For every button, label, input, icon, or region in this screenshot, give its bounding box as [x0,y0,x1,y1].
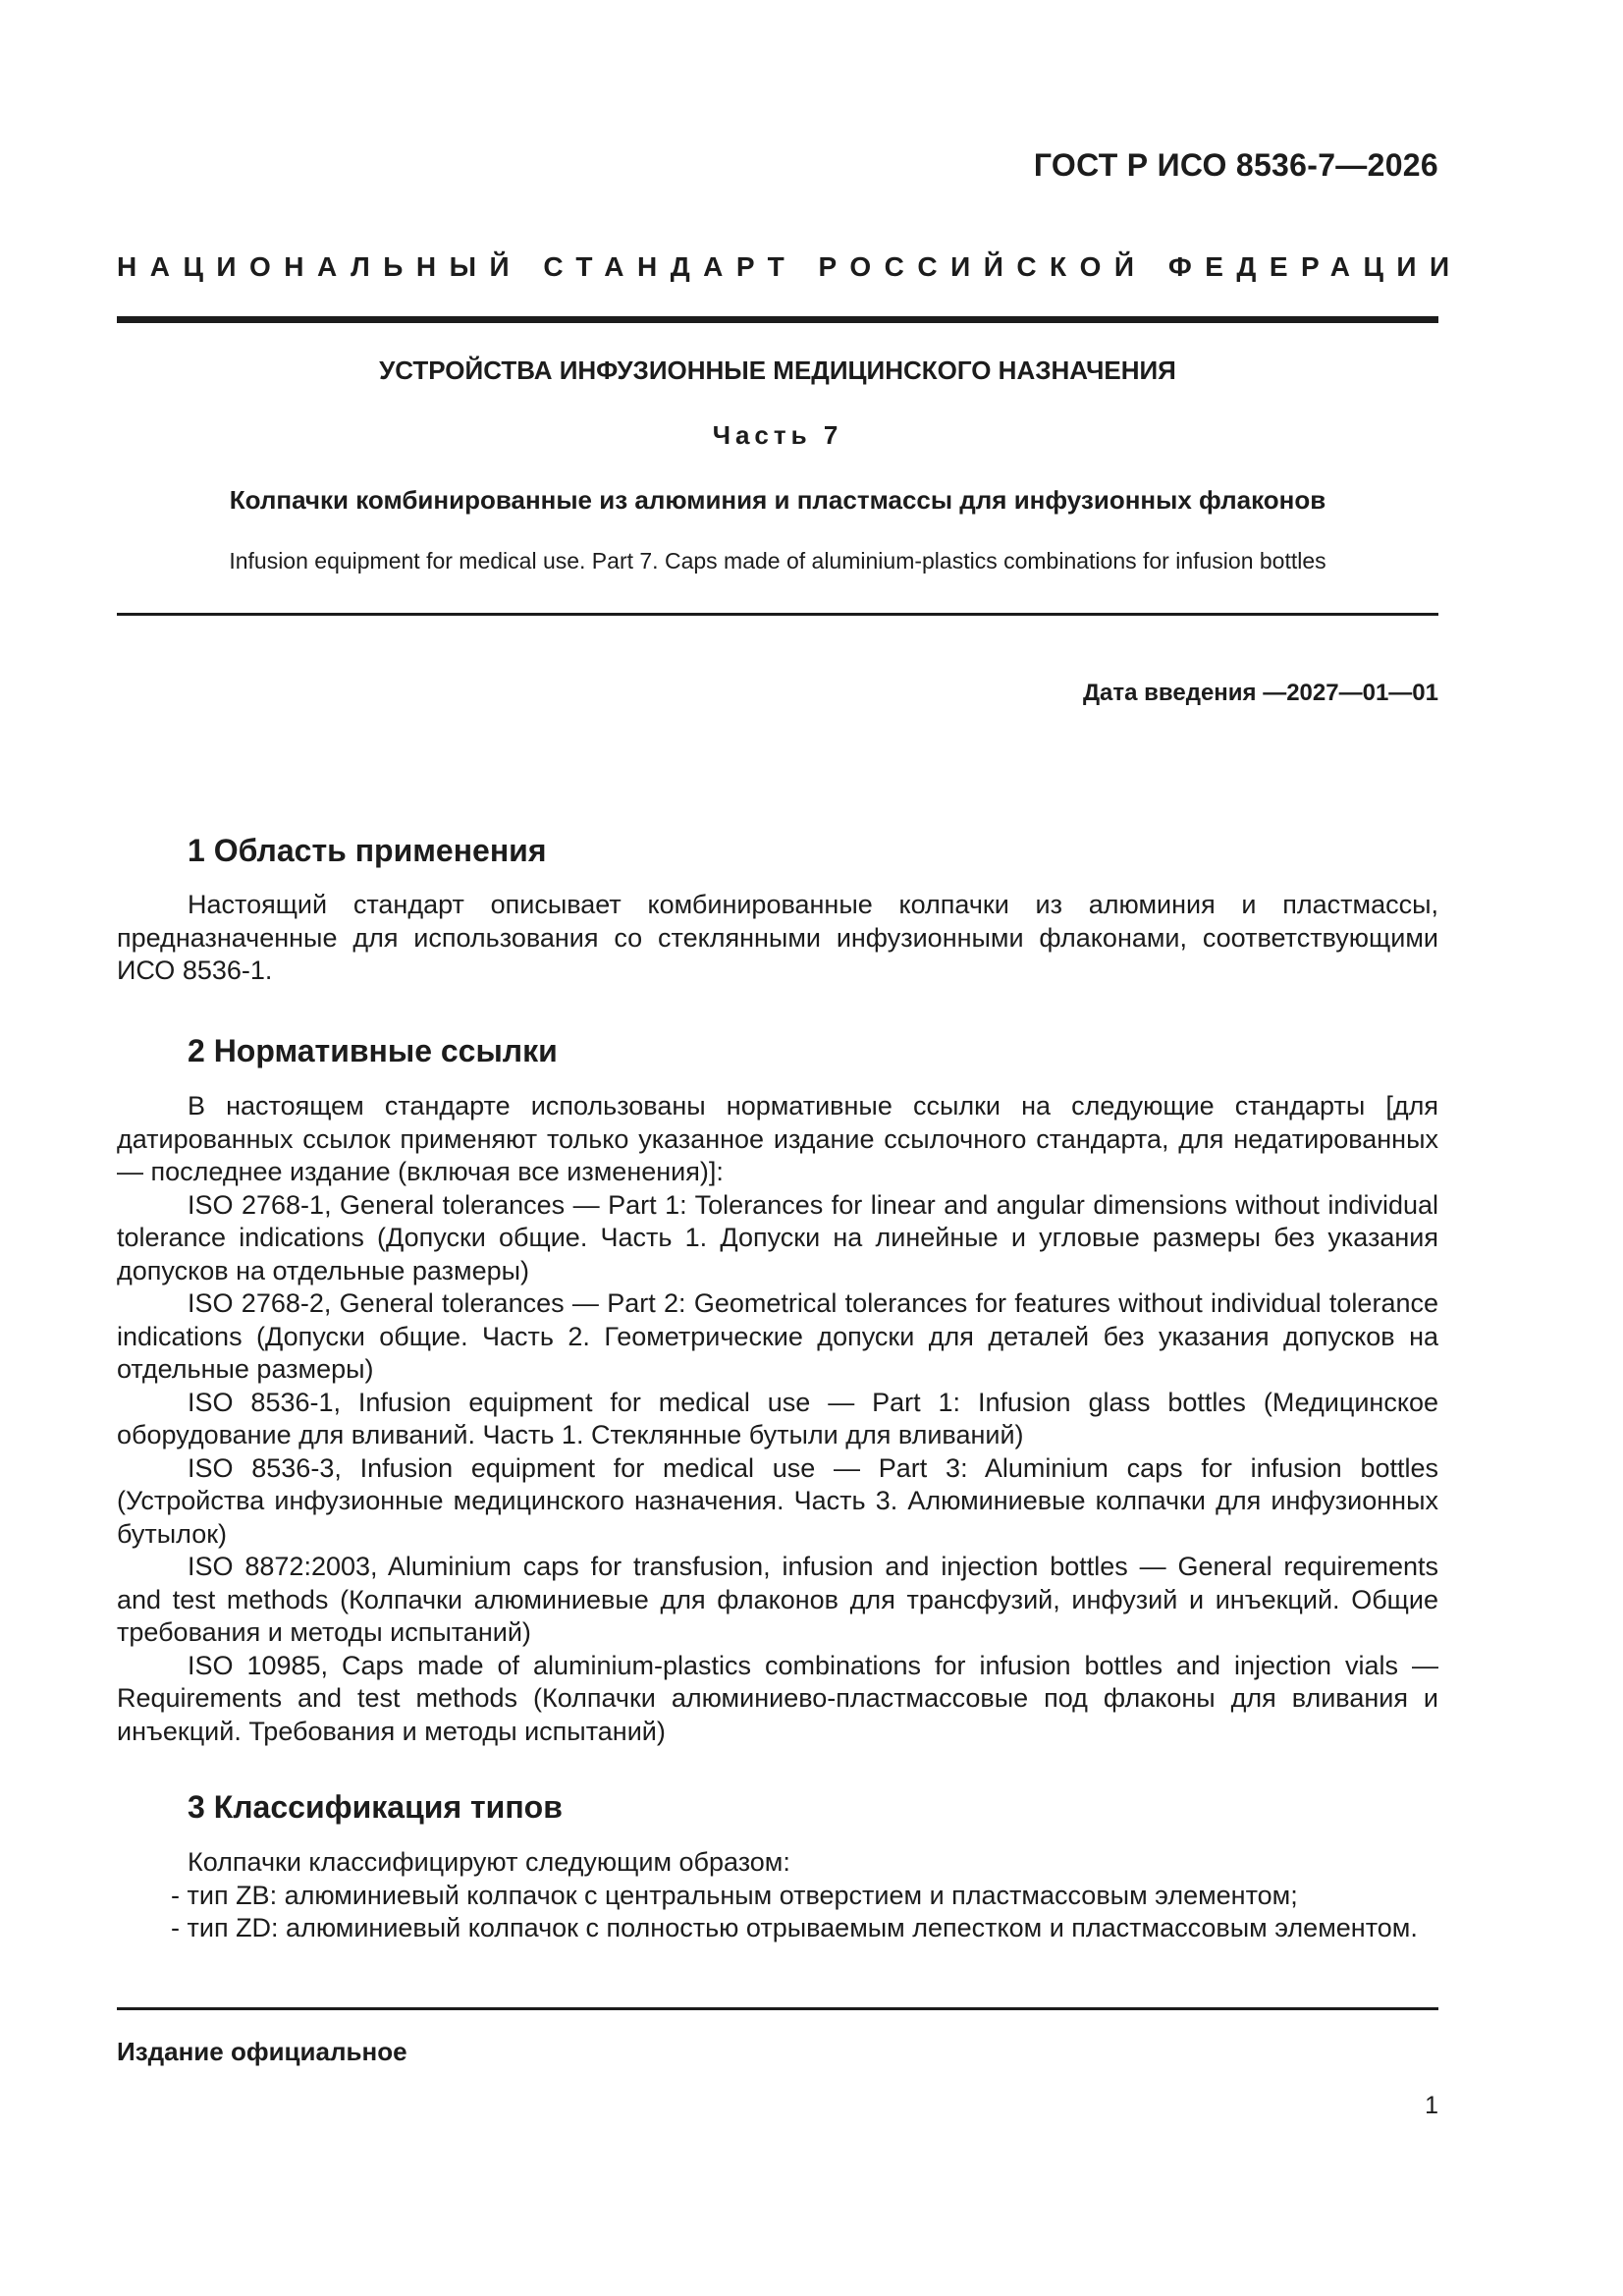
section-1-heading: 1 Область применения [188,833,547,868]
section-1-body [117,889,1438,988]
title-divider [117,613,1438,616]
section-1-paragraph: Настоящий стандарт описывает комбинированные колпачки из алюминия и пластмассы, предназначенные для использования со стеклянными инфузионными флаконами, соответствующими ИСО 8536-1. [117,890,1438,985]
reference-iso-8536-1: ISO 8536-1, Infusion equipment for medical use — Part 1: Infusion glass bottles (Медицинское оборудование для вливаний. Часть 1. Стеклянные бутыли для вливаний) [117,1387,1438,1449]
reference-iso-8536-3: ISO 8536-3, Infusion equipment for medical use — Part 3: Aluminium caps for infusion bottles (Устройства инфузионные медицинского назначения. Часть 3. Алюминиевые колпачки для инфузионных бутылок) [117,1452,1438,1549]
reference-iso-10985: ISO 10985, Caps made of aluminium-plastics combinations for infusion bottles and injection vials — Requirements and test methods (Колпачки алюминиево-пластмассовые под флаконы для вливания и инъекций. Требования и методы испытаний) [117,1650,1438,1746]
section-3-body [117,1846,1438,1945]
type-zb-item: - тип ZB: алюминиевый колпачок с центральным отверстием и пластмассовым элементом; [171,1880,1298,1910]
document-page [117,0,1463,2296]
page-number: 1 [1425,2092,1438,2119]
reference-iso-2768-1: ISO 2768-1, General tolerances — Part 1: Tolerances for linear and angular dimensions without individual tolerance indications (Допуски общие. Часть 1. Допуски на линейные и угловые размеры без указания допусков на отдельные размеры) [117,1189,1438,1285]
reference-iso-8872: ISO 8872:2003, Aluminium caps for transfusion, infusion and injection bottles — General requirements and test methods (Колпачки алюминиевые для флаконов для трансфузий, инфузий и инъекций. Общие требования и методы испытаний) [117,1552,1438,1647]
introduction-date: Дата введения —2027—01—01 [1082,680,1438,706]
section-2-heading: 2 Нормативные ссылки [188,1033,558,1068]
document-code: ГОСТ Р ИСО 8536-7—2026 [1033,147,1438,183]
section-2-body [117,1090,1438,1748]
footer-divider [117,2007,1438,2010]
type-zd-item: - тип ZD: алюминиевый колпачок с полностью отрываемым лепестком и пластмассовым элементом. [171,1913,1418,1942]
classification-intro: Колпачки классифицируют следующим образом: [188,1847,790,1877]
header-thick-rule [117,316,1438,323]
standard-title: УСТРОЙСТВА ИНФУЗИОННЫЕ МЕДИЦИНСКОГО НАЗНАЧЕНИЯ [379,355,1176,385]
section-3-heading: 3 Классификация типов [188,1789,563,1825]
standard-subtitle: Колпачки комбинированные из алюминия и пластмассы для инфузионных флаконов [229,485,1326,515]
national-standard-banner: НАЦИОНАЛЬНЫЙ СТАНДАРТ РОССИЙСКОЙ ФЕДЕРАЦИИ [117,251,1463,282]
standard-part: Часть 7 [712,420,843,450]
section-2-intro-paragraph: В настоящем стандарте использованы нормативные ссылки на следующие стандарты [для датированных ссылок применяют только указанное издание ссылочного стандарта, для недатированных — последнее издание (включая все изменения)]: [117,1091,1438,1186]
reference-iso-2768-2: ISO 2768-2, General tolerances — Part 2: Geometrical tolerances for features without individual tolerance indications (Допуски общие. Часть 2. Геометрические допуски для деталей без указания допусков на отдельные размеры) [117,1288,1438,1384]
official-edition-label: Издание официальное [117,2037,407,2066]
english-title: Infusion equipment for medical use. Part 7. Caps made of aluminium-plastics combinations for infusion bottles [229,548,1326,574]
